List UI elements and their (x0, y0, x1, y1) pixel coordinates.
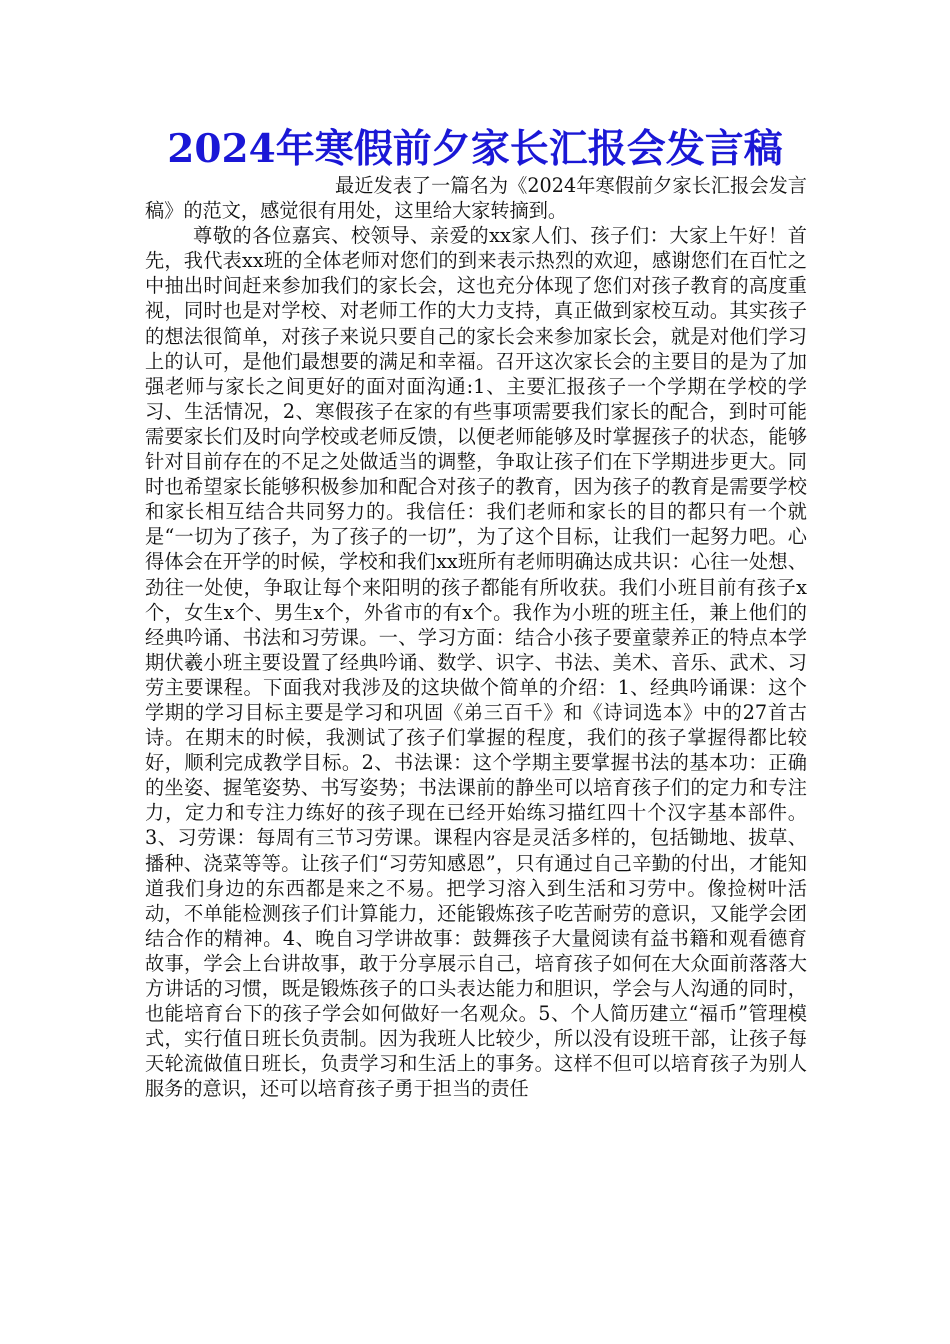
document-content (145, 173, 807, 1101)
intro-paragraph: 最近发表了一篇名为《2024年寒假前夕家长汇报会发言稿》的范文，感觉很有用处，这里给大家转摘到。 (145, 174, 807, 223)
document-title: 2024年寒假前夕家长汇报会发言稿 (167, 126, 783, 172)
body-paragraph: 尊敬的各位嘉宾、校领导、亲爱的xx家人们、孩子们：大家上午好！首先，我代表xx班的全体老师对您们的到来表示热烈的欢迎，感谢您们在百忙之中抽出时间赶来参加我们的家长会，这也充分体现了您们对孩子教育的高度重视，同时也是对学校、对老师工作的大力支持，真正做到家校互动。其实孩子的想法很简单，对孩子来说只要自己的家长会来参加家长会，就是对他们学习上的认可，是他们最想要的满足和幸福。召开这次家长会的主要目的是为了加强老师与家长之间更好的面对面沟通:1、主要汇报孩子一个学期在学校的学习、生活情况，2、寒假孩子在家的有些事项需要我们家长的配合，到时可能需要家长们及时向学校或老师反馈，以便老师能够及时掌握孩子的状态，能够针对目前存在的不足之处做适当的调整，争取让孩子们在下学期进步更大。同时也希望家长能够积极参加和配合对孩子的教育，因为孩子的教育是需要学校和家长相互结合共同努力的。我信任：我们老师和家长的目的都只有一个就是“一切为了孩子，为了孩子的一切”，为了这个目标，让我们一起努力吧。心得体会在开学的时候，学校和我们xx班所有老师明确达成共识：心往一处想、劲往一处使，争取让每个来阳明的孩子都能有所收获。我们小班目前有孩子x个，女生x个、男生x个，外省市的有x个。我作为小班的班主任，兼上他们的经典吟诵、书法和习劳课。一、学习方面：结合小孩子要童蒙养正的特点本学期伏羲小班主要设置了经典吟诵、数学、识字、书法、美术、音乐、武术、习劳主要课程。下面我对我涉及的这块做个简单的介绍：1、经典吟诵课：这个学期的学习目标主要是学习和巩固《弟三百千》和《诗词选本》中的27首古诗。在期末的时候，我测试了孩子们掌握的程度，我们的孩子掌握得都比较好，顺利完成教学目标。2、书法课：这个学期主要掌握书法的基本功：正确的坐姿、握笔姿势、书写姿势；书法课前的静坐可以培育孩子们的定力和专注力，定力和专注力练好的孩子现在已经开始练习描红四十个汉字基本部件。3、习劳课：每周有三节习劳课。课程内容是灵活多样的，包括锄地、拔草、播种、浇菜等等。让孩子们“习劳知感恩”，只有通过自己辛勤的付出，才能知道我们身边的东西都是来之不易。把学习溶入到生活和习劳中。像捡树叶活动，不单能检测孩子们计算能力，还能锻炼孩子吃苦耐劳的意识，又能学会团结合作的精神。4、晚自习学讲故事：鼓舞孩子大量阅读有益书籍和观看德育故事，学会上台讲故事，敢于分享展示自己，培育孩子如何在大众面前落落大方讲话的习惯，既是锻炼孩子的口头表达能力和胆识，学会与人沟通的同时，也能培育台下的孩子学会如何做好一名观众。5、个人简历建立“福币”管理模式，实行值日班长负责制。因为我班人比较少，所以没有设班干部，让孩子每天轮流做值日班长，负责学习和生活上的事务。这样不但可以培育孩子为别人服务的意识，还可以培育孩子勇于担当的责任 (145, 224, 807, 1101)
